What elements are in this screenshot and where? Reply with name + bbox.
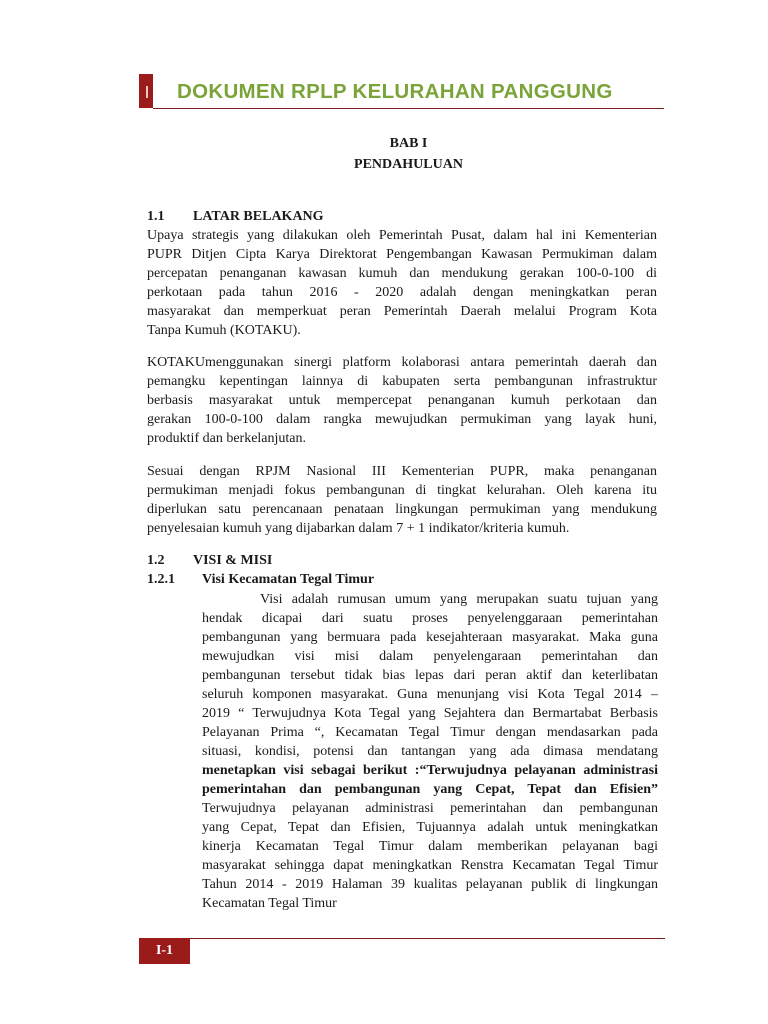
chapter-label: BAB I <box>389 136 428 151</box>
paragraph-line: percepatan penanganan kawasan kumuh dan mendukung gerakan 100-0-100 di <box>147 266 657 281</box>
paragraph-line: situasi, kondisi, potensi dan tantangan yang ada dimasa mendatang <box>202 744 658 759</box>
paragraph-line: perkotaan pada tahun 2016 - 2020 adalah dengan meningkatkan peran <box>147 285 657 300</box>
paragraph-line: masyarakat sehingga dapat meningkatkan Renstra Kecamatan Tegal Timur <box>202 858 658 873</box>
paragraph-line: Tanpa Kumuh (KOTAKU). <box>147 323 301 338</box>
paragraph-line: menetapkan visi sebagai berikut :“Terwujudnya pelayanan administrasi <box>202 763 658 778</box>
paragraph-line: berbasis masyarakat untuk mempercepat penanganan kumuh perkotaan dan <box>147 393 657 408</box>
paragraph-line: yang Cepat, Tepat dan Efisien, Tujuannya adalah untuk meningkatkan <box>202 820 658 835</box>
page-number-badge <box>139 938 190 964</box>
paragraph-line: pembangunan tersebut tidak bias lepas dari peran aktif dan keterlibatan <box>202 668 658 683</box>
paragraph-line: permukiman menjadi fokus pembangunan di tingkat kelurahan. Oleh karena itu <box>147 483 657 498</box>
paragraph-line: KOTAKUmenggunakan sinergi platform kolaborasi antara pemerintah daerah dan <box>147 355 657 370</box>
paragraph-line: hendak dicapai dari suatu proses penyelenggaraan pemerintahan <box>202 611 658 626</box>
header-accent-mark <box>146 86 148 98</box>
paragraph-line: Upaya strategis yang dilakukan oleh Pemerintah Pusat, dalam hal ini Kementerian <box>147 228 657 243</box>
header-rule <box>153 108 664 109</box>
document-title: DOKUMEN RPLP KELURAHAN PANGGUNG <box>177 80 613 103</box>
section-number: 1.1 <box>147 209 165 224</box>
paragraph-line: masyarakat dan memperkuat peran Pemerintah Daerah melalui Program Kota <box>147 304 657 319</box>
paragraph-line: pembangunan yang bermuara pada kesejahteraan masyarakat. Maka guna <box>202 630 658 645</box>
paragraph-line: seluruh komponen masyarakat. Guna menunjang visi Kota Tegal 2014 – <box>202 687 658 702</box>
paragraph-line: Sesuai dengan RPJM Nasional III Kementerian PUPR, maka penanganan <box>147 464 657 479</box>
paragraph-line: pemerintahan dan pembangunan yang Cepat, Tepat dan Efisien” <box>202 782 658 797</box>
subsection-title: Visi Kecamatan Tegal Timur <box>202 572 375 587</box>
paragraph-line: Visi adalah rumusan umum yang merupakan suatu tujuan yang <box>260 592 658 607</box>
paragraph-line: 2019 “ Terwujudnya Kota Tegal yang Sejahtera dan Bermartabat Berbasis <box>202 706 658 721</box>
paragraph-line: produktif dan berkelanjutan. <box>147 431 307 446</box>
paragraph-line: Tahun 2014 - 2019 Halaman 39 kualitas pelayanan publik di lingkungan <box>202 877 658 892</box>
paragraph-line: pemangku kepentingan lainnya di kabupaten serta pembangunan infrastruktur <box>147 374 657 389</box>
section-number: 1.2 <box>147 553 165 568</box>
paragraph-line: diperlukan satu perencanaan penataan lingkungan permukiman yang mendukung <box>147 502 657 517</box>
footer-rule <box>190 938 665 939</box>
paragraph-line: Terwujudnya pelayanan administrasi pemerintahan dan pembangunan <box>202 801 658 816</box>
section-title: LATAR BELAKANG <box>193 209 324 224</box>
paragraph-line: kinerja Kecamatan Tegal Timur dalam memberikan pelayanan bagi <box>202 839 658 854</box>
paragraph-line: mewujudkan visi misi dalam penyelengaraan pemerintahan dan <box>202 649 658 664</box>
paragraph-line: Kecamatan Tegal Timur <box>202 896 337 911</box>
paragraph-line: Pelayanan Prima “, Kecamatan Tegal Timur dengan mendasarkan pada <box>202 725 658 740</box>
page-number: I-1 <box>155 943 174 958</box>
paragraph-line: penyelesaian kumuh yang dijabarkan dalam 7 + 1 indikator/kriteria kumuh. <box>147 521 570 536</box>
chapter-title: PENDAHULUAN <box>354 157 463 172</box>
paragraph-line: PUPR Ditjen Cipta Karya Direktorat Pengembangan Kawasan Permukiman dalam <box>147 247 657 262</box>
subsection-number: 1.2.1 <box>147 572 175 587</box>
paragraph-line: gerakan 100-0-100 dalam rangka mewujudkan permukiman yang layak huni, <box>147 412 657 427</box>
section-title: VISI & MISI <box>193 553 273 568</box>
